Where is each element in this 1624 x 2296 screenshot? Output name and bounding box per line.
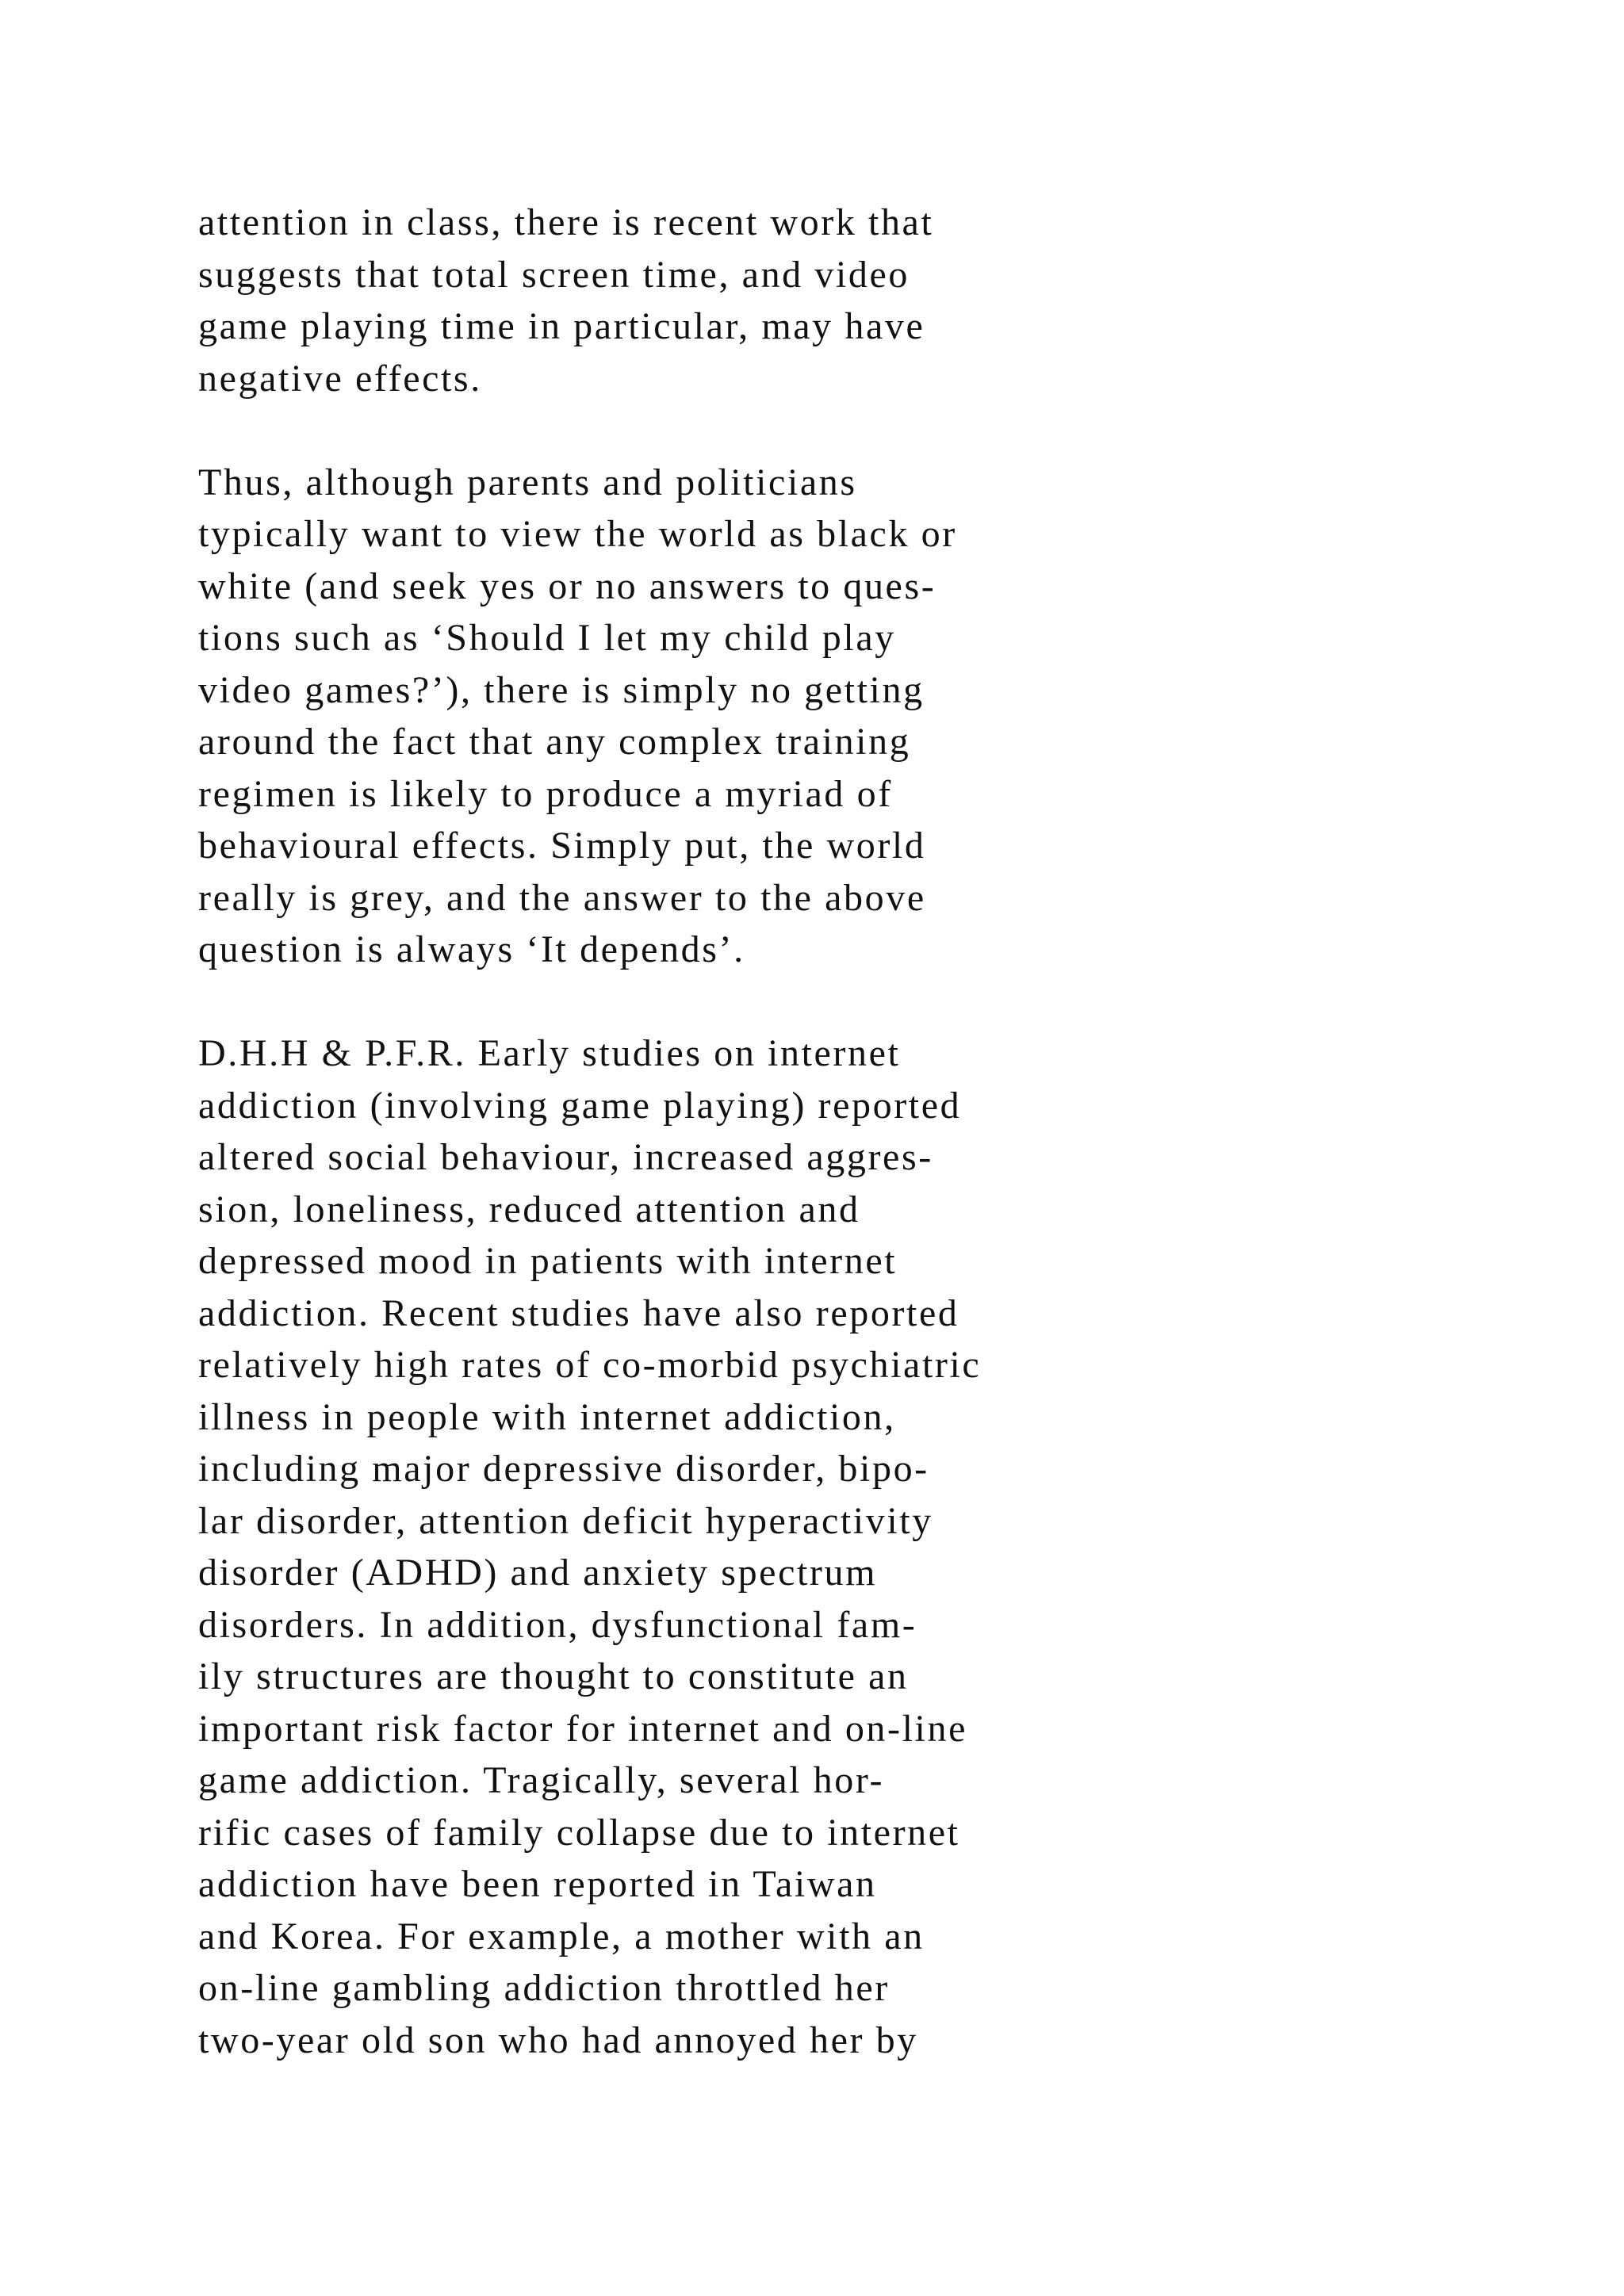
text-line: typically want to view the world as black or <box>198 513 957 555</box>
text-line: addiction. Recent studies have also reported <box>198 1292 959 1334</box>
text-line: disorder (ADHD) and anxiety spectrum <box>198 1552 878 1594</box>
text-line: altered social behaviour, increased aggres- <box>198 1136 933 1178</box>
text-line: question is always ‘It depends’. <box>198 928 745 970</box>
text-line: lar disorder, attention deficit hyperactivity <box>198 1499 933 1542</box>
text-line: video games?’), there is simply no getting <box>198 668 925 711</box>
text-line: sion, loneliness, reduced attention and <box>198 1188 860 1230</box>
paragraph-screen-time <box>198 197 1388 404</box>
text-line: on-line gambling addiction throttled her <box>198 1967 890 2009</box>
text-line: attention in class, there is recent work that <box>198 201 934 243</box>
text-line: behavioural effects. Simply put, the world <box>198 825 926 867</box>
text-line: tions such as ‘Should I let my child play <box>198 617 896 659</box>
text-line: and Korea. For example, a mother with an <box>198 1915 925 1957</box>
text-line: suggests that total screen time, and video <box>198 253 910 296</box>
text-line: regimen is likely to produce a myriad of <box>198 772 893 815</box>
text-line: Thus, although parents and politicians <box>198 461 857 503</box>
text-line: depressed mood in patients with internet <box>198 1240 898 1282</box>
text-line: white (and seek yes or no answers to ques- <box>198 564 936 607</box>
text-line: disorders. In addition, dysfunctional fam- <box>198 1603 917 1646</box>
text-line: ily structures are thought to constitute an <box>198 1655 909 1697</box>
text-line: addiction (involving game playing) reported <box>198 1084 962 1127</box>
text-line: negative effects. <box>198 357 482 400</box>
text-line: two-year old son who had annoyed her by <box>198 2019 918 2061</box>
text-line: relatively high rates of co-morbid psychiatric <box>198 1344 982 1386</box>
text-line: including major depressive disorder, bipo- <box>198 1448 929 1490</box>
paragraph-internet-addiction <box>198 1027 1388 2066</box>
text-line: rific cases of family collapse due to internet <box>198 1811 960 1854</box>
text-line: important risk factor for internet and on-line <box>198 1707 967 1750</box>
text-line: really is grey, and the answer to the above <box>198 876 926 919</box>
text-line: D.H.H & P.F.R. Early studies on internet <box>198 1032 901 1074</box>
text-line: game playing time in particular, may have <box>198 305 925 347</box>
body-text <box>198 197 1388 2066</box>
paragraph-world-is-grey <box>198 457 1388 976</box>
text-line: game addiction. Tragically, several hor- <box>198 1759 885 1801</box>
text-line: addiction have been reported in Taiwan <box>198 1863 877 1905</box>
text-line: illness in people with internet addiction, <box>198 1395 896 1438</box>
text-line: around the fact that any complex training <box>198 721 911 763</box>
